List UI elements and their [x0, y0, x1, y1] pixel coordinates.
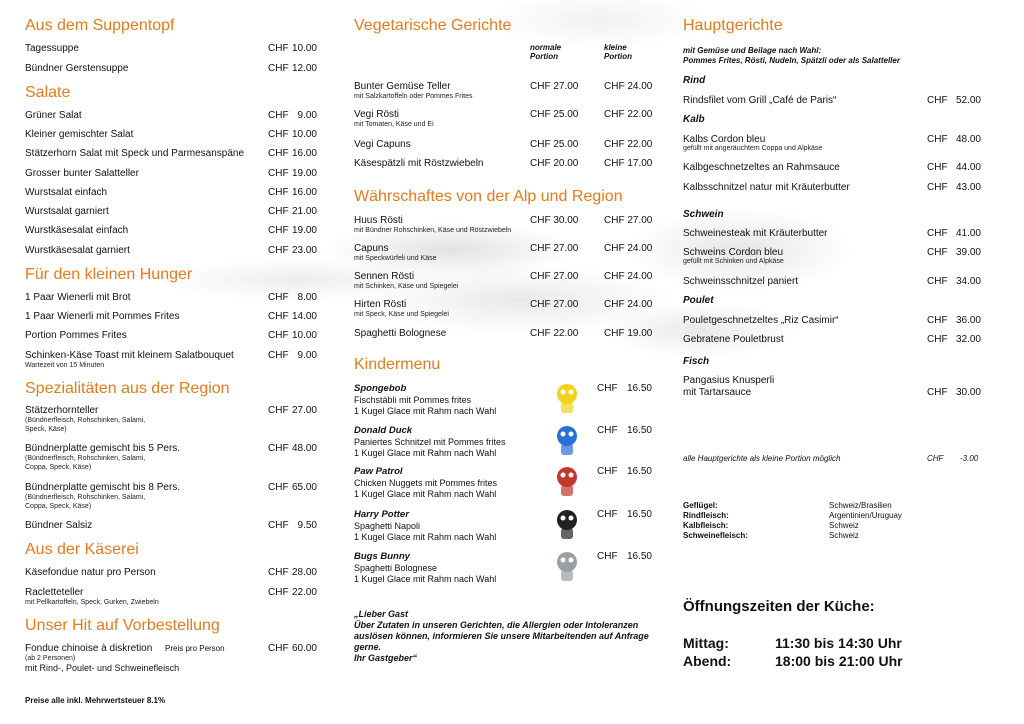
menu-item-name: Käsefondue natur pro Person [25, 567, 156, 578]
currency-label: CHF [927, 247, 948, 258]
menu-item-name: Stätzerhornteller [25, 405, 99, 416]
menu-item-name: Stätzerhorn Salat mit Speck und Parmesanspäne [25, 148, 245, 159]
section-title: Aus der Käserei [25, 541, 139, 558]
menu-item-price: 39.00 [955, 247, 981, 258]
meat-category: Rind [683, 75, 706, 86]
menu-item-price: 10.00 [291, 43, 317, 54]
column-header-normal: Portion [530, 52, 558, 61]
section-title: Für den kleinen Hunger [25, 266, 193, 283]
menu-item-description: Coppa, Speck, Käse) [25, 503, 92, 510]
menu-item-description: (ab 2 Personen) [25, 655, 76, 662]
menu-item-price: 43.00 [955, 182, 981, 193]
menu-item-name: Huus Rösti [354, 215, 403, 226]
meat-origin-label: Kalbfleisch: [683, 521, 729, 530]
meat-category: Fisch [683, 356, 710, 367]
kids-menu-description: Spaghetti Bolognese [354, 563, 438, 573]
menu-item-name: Käsespätzli mit Röstzwiebeln [354, 158, 484, 169]
price-normal: CHF 27.00 [530, 271, 579, 282]
currency-label: CHF [268, 43, 289, 54]
currency-label: CHF [268, 311, 289, 322]
section-title: Währschaftes von der Alp und Region [354, 188, 623, 205]
menu-item-name: Vegi Rösti [354, 109, 400, 120]
kids-menu-price: 16.50 [626, 383, 652, 394]
meat-origin-label: Rindfleisch: [683, 511, 729, 520]
kids-menu-price: 16.50 [626, 425, 652, 436]
price-normal: CHF 27.00 [530, 299, 579, 310]
currency-label: CHF [927, 334, 948, 345]
price-normal: CHF 27.00 [530, 243, 579, 254]
menu-item-name: Kalbsschnitzel natur mit Kräuterbutter [683, 182, 850, 193]
menu-item-name: Grüner Salat [25, 110, 82, 121]
menu-item-description: (Bündnerfleisch, Rohschinken, Salami, [25, 455, 146, 462]
kitchen-hours-title: Öffnungszeiten der Küche: [683, 598, 875, 615]
currency-label: CHF [268, 129, 289, 140]
currency-label: CHF [268, 643, 289, 654]
menu-item-description: (Bündnerfleisch, Rohschinken, Salami, [25, 417, 146, 424]
menu-item-description: mit Speck, Käse und Spiegelei [354, 311, 449, 318]
currency-label: CHF [268, 587, 289, 598]
menu-item-name: Hirten Rösti [354, 299, 407, 310]
menu-item-description: mit Pellkartoffeln, Speck, Gurken, Zwiebeln [25, 599, 159, 606]
currency-label: CHF [268, 405, 289, 416]
currency-label: CHF [268, 245, 289, 256]
menu-item-name: Bunter Gemüse Teller [354, 81, 451, 92]
menu-item-price: 9.00 [297, 350, 317, 361]
currency-label: CHF [927, 387, 948, 398]
currency-label: CHF [597, 466, 618, 477]
character-image-icon [545, 381, 589, 420]
price-small: CHF 24.00 [604, 299, 653, 310]
section-title: Aus dem Suppentopf [25, 17, 175, 34]
kids-menu-name: Donald Duck [354, 425, 413, 436]
kids-menu-description: Fischstäbli mit Pommes frites [354, 395, 472, 405]
menu-item-description: Coppa, Speck, Käse) [25, 464, 92, 471]
currency-label: CHF [927, 315, 948, 326]
vat-note: Preise alle inkl. Mehrwertsteuer 8.1% [25, 696, 166, 705]
menu-item-price: 48.00 [291, 443, 317, 454]
menu-item-description: Speck, Käse) [25, 426, 67, 433]
kids-menu-description: 1 Kugel Glace mit Rahm nach Wahl [354, 489, 497, 499]
section-title: Vegetarische Gerichte [354, 17, 512, 34]
price-normal: CHF 27.00 [530, 81, 579, 92]
column-header-small: Portion [604, 52, 632, 61]
price-small: CHF 17.00 [604, 158, 653, 169]
menu-item-description: mit Bündner Rohschinken, Käse und Röstzwiebeln [354, 227, 512, 234]
character-image-icon [545, 423, 589, 462]
menu-item-description: mit Salzkartoffeln oder Pommes Frites [354, 93, 473, 100]
currency-label: CHF [927, 134, 948, 145]
currency-label: CHF [268, 110, 289, 121]
price-note: Preis pro Person [165, 644, 225, 653]
character-image-icon [545, 464, 589, 503]
menu-item-name: Pangasius Knusperli [683, 375, 775, 386]
menu-item-name: Kalbs Cordon bleu [683, 134, 766, 145]
hours-time: 18:00 bis 21:00 Uhr [775, 653, 903, 669]
kids-menu-description: 1 Kugel Glace mit Rahm nach Wahl [354, 532, 497, 542]
menu-item-price: 27.00 [291, 405, 317, 416]
menu-item-price: 36.00 [955, 315, 981, 326]
menu-item-name: Vegi Capuns [354, 139, 411, 150]
menu-item-name: Sennen Rösti [354, 271, 415, 282]
meat-origin-label: Geflügel: [683, 501, 718, 510]
small-portion-discount: -3.00 [960, 454, 979, 463]
character-image-icon [545, 507, 589, 546]
currency-label: CHF [927, 182, 948, 193]
currency-label: CHF [268, 443, 289, 454]
main-course-intro: Pommes Frites, Rösti, Nudeln, Spätzli oder als Salatteller [683, 56, 900, 65]
menu-item-price: 9.50 [297, 520, 317, 531]
menu-item-description: mit Tomaten, Käse und Ei [354, 121, 434, 128]
menu-item-price: 10.00 [291, 330, 317, 341]
currency-label: CHF [268, 187, 289, 198]
section-title: Kindermenu [354, 356, 441, 373]
kids-menu-name: Bugs Bunny [354, 551, 410, 562]
hours-label: Mittag: [683, 635, 729, 651]
menu-item-name: Schinken-Käse Toast mit kleinem Salatbouquet [25, 350, 234, 361]
menu-item-price: 12.00 [291, 63, 317, 74]
menu-item-name: Bündnerplatte gemischt bis 5 Pers. [25, 443, 181, 454]
currency-label: CHF [927, 228, 948, 239]
kids-menu-description: 1 Kugel Glace mit Rahm nach Wahl [354, 574, 497, 584]
menu-item-price: 16.00 [291, 187, 317, 198]
meat-origin-country: Schweiz/Brasilien [829, 501, 892, 510]
currency-label: CHF [927, 454, 944, 463]
column-header-small: kleine [604, 43, 627, 52]
menu-item-price: 48.00 [955, 134, 981, 145]
price-normal: CHF 30.00 [530, 215, 579, 226]
menu-item-price: 23.00 [291, 245, 317, 256]
menu-item-name: Kalbgeschnetzeltes an Rahmsauce [683, 162, 840, 173]
meat-category: Poulet [683, 295, 714, 306]
price-normal: CHF 25.00 [530, 109, 579, 120]
menu-item-name: 1 Paar Wienerli mit Pommes Frites [25, 311, 180, 322]
menu-item-price: 16.00 [291, 148, 317, 159]
menu-item-name: Tagessuppe [25, 43, 79, 54]
menu-item-price: 30.00 [955, 387, 981, 398]
allergy-note: „Lieber Gast [354, 609, 409, 619]
currency-label: CHF [268, 292, 289, 303]
currency-label: CHF [268, 482, 289, 493]
price-normal: CHF 20.00 [530, 158, 579, 169]
menu-item-price: 44.00 [955, 162, 981, 173]
section-title: Hauptgerichte [683, 17, 783, 34]
menu-item-name: Bündner Salsiz [25, 520, 93, 531]
price-small: CHF 22.00 [604, 109, 653, 120]
currency-label: CHF [597, 509, 618, 520]
price-small: CHF 24.00 [604, 81, 653, 92]
currency-label: CHF [268, 520, 289, 531]
menu-item-description: mit Speckwürfeli und Käse [354, 255, 437, 262]
currency-label: CHF [268, 168, 289, 179]
menu-item-price: 10.00 [291, 129, 317, 140]
kids-menu-description: Spaghetti Napoli [354, 521, 421, 531]
menu-item-price: 28.00 [291, 567, 317, 578]
menu-item-name: Racletteteller [25, 587, 84, 598]
kids-menu-price: 16.50 [626, 551, 652, 562]
currency-label: CHF [597, 551, 618, 562]
section-title: Unser Hit auf Vorbestellung [25, 617, 220, 634]
menu-item-price: 8.00 [297, 292, 317, 303]
menu-item-description: mit Rind-, Poulet- und Schweinefleisch [25, 663, 180, 673]
currency-label: CHF [268, 225, 289, 236]
menu-item-name: Fondue chinoise à diskretion [25, 643, 153, 654]
menu-item-price: 21.00 [291, 206, 317, 217]
currency-label: CHF [927, 95, 948, 106]
meat-origin-country: Schweiz [829, 521, 859, 530]
price-normal: CHF 25.00 [530, 139, 579, 150]
meat-origin-country: Schweiz [829, 531, 859, 540]
menu-item-price: 19.00 [291, 225, 317, 236]
menu-item-description: gefüllt mit Schinken und Alpkäse [683, 258, 784, 265]
price-small: CHF 19.00 [604, 328, 653, 339]
menu-item-price: 60.00 [291, 643, 317, 654]
currency-label: CHF [597, 425, 618, 436]
menu-item-name: Schweinesteak mit Kräuterbutter [683, 228, 828, 239]
menu-item-price: 19.00 [291, 168, 317, 179]
currency-label: CHF [597, 383, 618, 394]
kids-menu-description: Paniertes Schnitzel mit Pommes frites [354, 437, 506, 447]
menu-item-description: Wartezeit von 15 Minuten [25, 362, 105, 369]
price-small: CHF 27.00 [604, 215, 653, 226]
menu-item-price: 22.00 [291, 587, 317, 598]
kids-menu-description: 1 Kugel Glace mit Rahm nach Wahl [354, 406, 497, 416]
menu-item-price: 9.00 [297, 110, 317, 121]
allergy-note: Ihr Gastgeber“ [354, 653, 418, 663]
currency-label: CHF [268, 330, 289, 341]
menu-item-name: Wurstsalat einfach [25, 187, 108, 198]
kids-menu-price: 16.50 [626, 509, 652, 520]
menu-item-name: Kleiner gemischter Salat [25, 129, 134, 140]
menu-item-price: 14.00 [291, 311, 317, 322]
menu-item-name: Schweinsschnitzel paniert [683, 276, 799, 287]
menu-item-name: Capuns [354, 243, 389, 254]
menu-item-name: Grosser bunter Salatteller [25, 168, 139, 179]
menu-item-price: 41.00 [955, 228, 981, 239]
menu-item-name: Bündner Gerstensuppe [25, 63, 129, 74]
section-title: Spezialitäten aus der Region [25, 380, 230, 397]
menu-item-description: gefüllt mit angeräuchtem Coppa und Alpkäse [683, 145, 823, 152]
currency-label: CHF [927, 276, 948, 287]
currency-label: CHF [268, 206, 289, 217]
currency-label: CHF [268, 567, 289, 578]
allergy-note: Über Zutaten in unseren Gerichten, die Allergien oder Intoleranzen auslösen können, informieren Sie unsere Mitarbeitenden auf Anfrage gerne. [354, 620, 649, 652]
main-course-intro: mit Gemüse und Beilage nach Wahl: [683, 46, 822, 55]
meat-origin-label: Schweinefleisch: [683, 531, 748, 540]
price-normal: CHF 22.00 [530, 328, 579, 339]
menu-item-name: mit Tartarsauce [683, 387, 752, 398]
currency-label: CHF [927, 162, 948, 173]
kids-menu-name: Spongebob [354, 383, 407, 394]
menu-item-name: Gebratene Pouletbrust [683, 334, 784, 345]
menu-item-price: 52.00 [955, 95, 981, 106]
section-title: Salate [25, 84, 71, 101]
menu-item-description: (Bündnerfleisch, Rohschinken, Salami, [25, 494, 146, 501]
meat-origin-country: Argentinien/Uruguay [829, 511, 902, 520]
menu-item-name: 1 Paar Wienerli mit Brot [25, 292, 131, 303]
small-portion-note: alle Hauptgerichte als kleine Portion möglich [683, 454, 841, 463]
meat-category: Schwein [683, 209, 724, 220]
menu-item-name: Wurstsalat garniert [25, 206, 109, 217]
menu-item-name: Spaghetti Bolognese [354, 328, 447, 339]
kids-menu-description: Chicken Nuggets mit Pommes frites [354, 478, 498, 488]
price-small: CHF 24.00 [604, 243, 653, 254]
column-header-normal: normale [530, 43, 562, 52]
price-small: CHF 22.00 [604, 139, 653, 150]
price-small: CHF 24.00 [604, 271, 653, 282]
menu-item-description: mit Schinken, Käse und Spiegelei [354, 283, 459, 290]
currency-label: CHF [268, 63, 289, 74]
kids-menu-name: Paw Patrol [354, 466, 403, 477]
menu-item-name: Wurstkäsesalat garniert [25, 245, 130, 256]
menu-item-name: Rindsfilet vom Grill „Café de Paris“ [683, 95, 837, 106]
kids-menu-price: 16.50 [626, 466, 652, 477]
menu-item-name: Wurstkäsesalat einfach [25, 225, 129, 236]
kids-menu-description: 1 Kugel Glace mit Rahm nach Wahl [354, 448, 497, 458]
menu-item-price: 32.00 [955, 334, 981, 345]
menu-item-name: Portion Pommes Frites [25, 330, 127, 341]
menu-item-name: Bündnerplatte gemischt bis 8 Pers. [25, 482, 181, 493]
meat-category: Kalb [683, 114, 705, 125]
kids-menu-name: Harry Potter [354, 509, 409, 520]
currency-label: CHF [268, 148, 289, 159]
character-image-icon [545, 549, 589, 588]
hours-label: Abend: [683, 653, 732, 669]
menu-item-name: Pouletgeschnetzeltes „Riz Casimir“ [683, 315, 839, 326]
menu-item-price: 34.00 [955, 276, 981, 287]
menu-item-name: Schweins Cordon bleu [683, 247, 784, 258]
menu-item-price: 65.00 [291, 482, 317, 493]
currency-label: CHF [268, 350, 289, 361]
hours-time: 11:30 bis 14:30 Uhr [775, 635, 902, 651]
